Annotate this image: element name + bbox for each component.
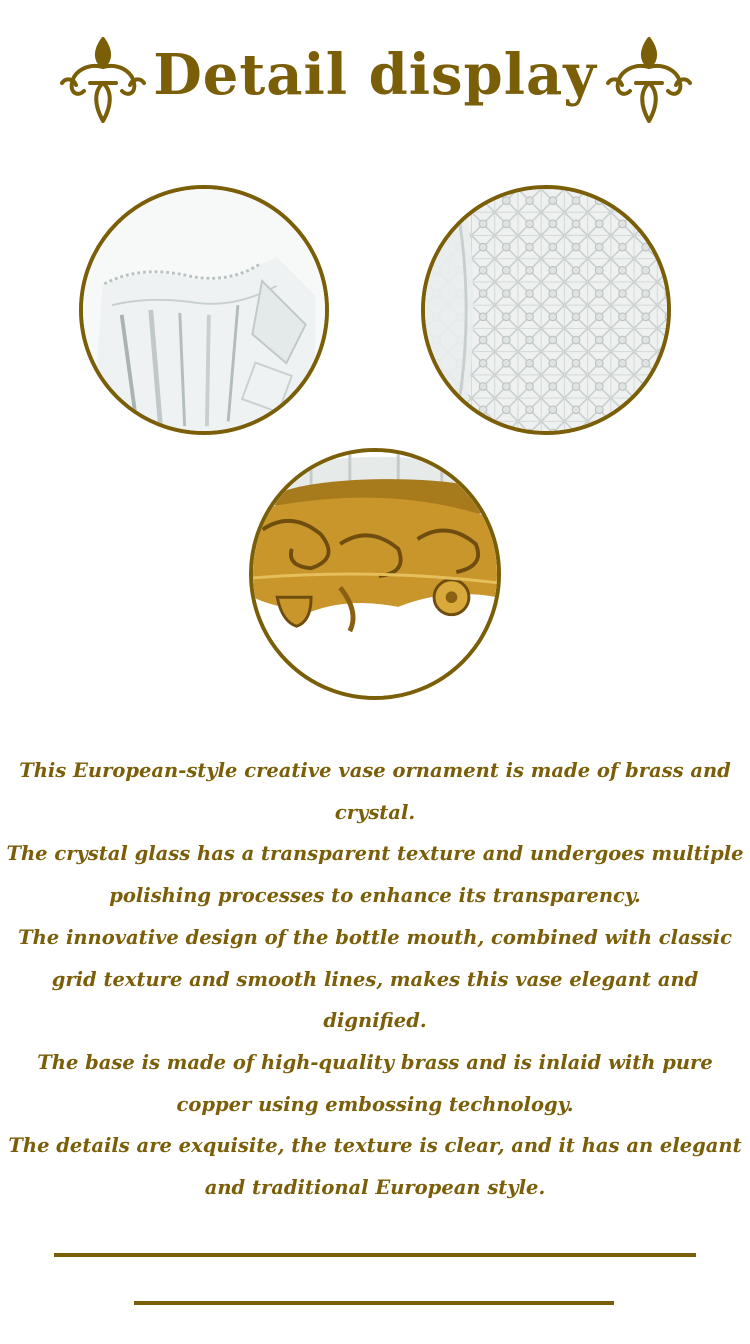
description-paragraph: The base is made of high-quality brass and is inlaid with pure copper using embossing technology. [37, 1050, 713, 1116]
product-description [0, 750, 750, 1209]
vase-mouth-illustration [83, 189, 325, 431]
divider-short [134, 1301, 614, 1305]
brass-base-illustration [253, 452, 497, 696]
fleur-de-lis-icon [604, 33, 694, 125]
description-paragraph: The details are exquisite, the texture is clear, and it has an elegant and traditional European style. [8, 1134, 742, 1200]
crystal-grid-detail-image [421, 185, 671, 435]
description-paragraph: The innovative design of the bottle mouth, combined with classic grid texture and smooth lines, makes this vase elegant and dignified. [18, 925, 732, 1033]
header [0, 28, 750, 128]
description-paragraph: The crystal glass has a transparent texture and undergoes multiple polishing processes to enhance its transparency. [6, 842, 744, 908]
description-paragraph: This European-style creative vase ornament is made of brass and crystal. [19, 759, 731, 824]
crystal-grid-illustration [425, 189, 667, 431]
brass-base-detail-image [249, 448, 501, 700]
divider-long [54, 1253, 696, 1257]
vase-mouth-detail-image [79, 185, 329, 435]
page-title: Detail display [153, 42, 597, 108]
